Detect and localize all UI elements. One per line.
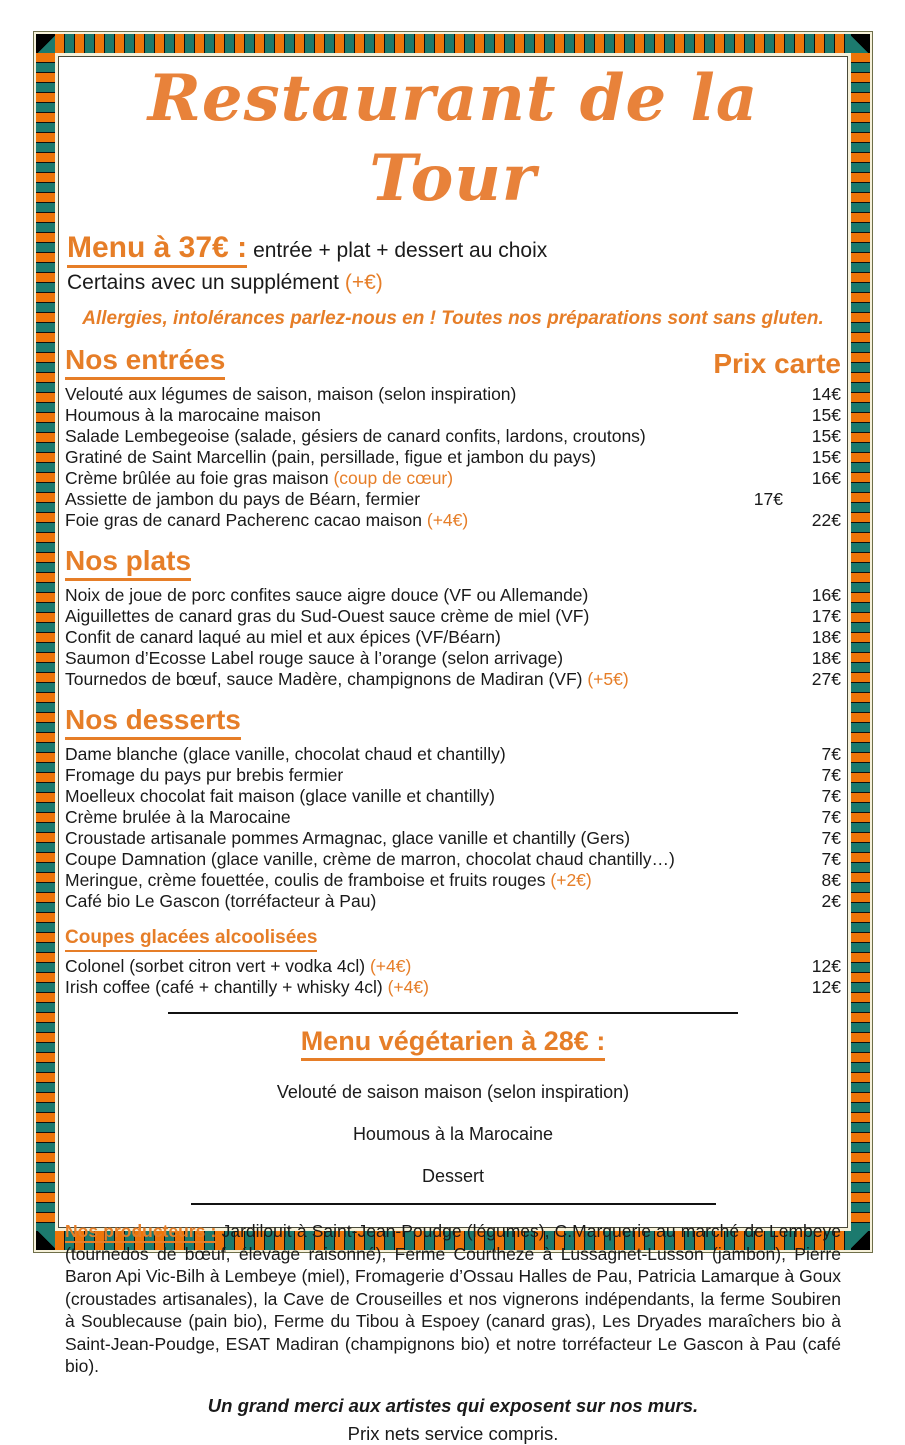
vegetarian-menu-item: Dessert [421, 1166, 484, 1186]
menu-37-line [67, 231, 841, 265]
section-header-coupes [65, 926, 841, 952]
menu-item-row [65, 648, 841, 669]
menu-item-price: 17€ [753, 489, 783, 509]
menu-item-row [65, 510, 841, 531]
menu-item-name: Houmous à la marocaine maison [65, 405, 321, 425]
menu-item-row [65, 627, 841, 648]
menu-item-price: 8€ [821, 870, 841, 890]
menu-item-name: Velouté aux légumes de saison, maison (selon inspiration) [65, 384, 517, 404]
menu-item-name: Croustade artisanale pommes Armagnac, glace vanille et chantilly (Gers) [65, 828, 631, 848]
menu-item-name: Fromage du pays pur brebis fermier [65, 765, 344, 785]
menu-section-desserts [65, 704, 841, 912]
menu-section-coupes [65, 926, 841, 998]
menu-item-price: 15€ [811, 426, 841, 446]
menu-item-supplement: (+4€) [369, 956, 412, 976]
border-band-top [55, 34, 851, 53]
net-prices-note: Prix nets service compris. [347, 1423, 559, 1444]
menu-item-row [65, 744, 841, 765]
menu-item-row [65, 870, 841, 891]
menu-item-supplement: (+2€) [550, 870, 592, 890]
menu-item-row [65, 384, 841, 405]
menu-item-price: 7€ [821, 849, 841, 869]
supplement-note-text: Certains avec un supplément [67, 271, 345, 294]
menu-item-name: Meringue, crème fouettée, coulis de framboise et fruits rouges (+2€) [65, 870, 592, 890]
menu-item-price: 18€ [811, 627, 841, 647]
menu-item-name: Confit de canard laqué au miel et aux épices (VF/Béarn) [65, 627, 501, 647]
menu-item-supplement: (+4€) [387, 977, 429, 997]
menu-item-row [65, 489, 841, 510]
menu-item-price: 22€ [811, 510, 841, 530]
section-header-plats [65, 545, 841, 581]
menu-item-row [65, 891, 841, 912]
menu-item-row [65, 585, 841, 606]
menu-content-area [58, 56, 848, 1444]
menu-item-name: Gratiné de Saint Marcellin (pain, persillade, figue et jambon du pays) [65, 447, 597, 467]
border-corner-top-right [851, 34, 870, 53]
producers-label: Nos producteurs : [65, 1221, 217, 1241]
menu-item-price: 2€ [821, 891, 841, 911]
producers-paragraph [65, 1220, 841, 1378]
menu-item-name: Coupe Damnation (glace vanille, crème de marron, chocolat chaud chantilly…) [65, 849, 675, 869]
menu-item-row [65, 669, 841, 690]
menu-item-name: Moelleux chocolat fait maison (glace vanille et chantilly) [65, 786, 495, 806]
menu-item-price: 7€ [821, 744, 841, 764]
section-heading-desserts: Nos desserts [65, 704, 241, 740]
menu-item-price: 15€ [811, 405, 841, 425]
divider-line-top [168, 1012, 738, 1014]
menu-item-price: 14€ [811, 384, 841, 404]
vegetarian-menu-heading: Menu végétarien à 28€ : [301, 1026, 606, 1061]
section-header-desserts [65, 704, 841, 740]
menu-item-price: 12€ [811, 977, 841, 997]
menu-item-name: Noix de joue de porc confites sauce aigre douce (VF ou Allemande) [65, 585, 589, 605]
vegetarian-menu-item: Houmous à la Marocaine [352, 1124, 554, 1144]
menu-item-row [65, 606, 841, 627]
vegetarian-menu-header [65, 1026, 841, 1061]
menu-item-supplement: (+4€) [426, 510, 469, 530]
menu-item-price: 7€ [821, 828, 841, 848]
menu-item-name: Crème brûlée au foie gras maison (coup de cœur) [65, 468, 454, 488]
menu-item-price: 7€ [821, 765, 841, 785]
restaurant-title: Restaurant de la Tour [147, 61, 759, 216]
menu-item-row [65, 977, 841, 998]
section-heading-coupes: Coupes glacées alcoolisées [65, 926, 317, 952]
menu-item-row [65, 468, 841, 489]
border-band-right [851, 53, 870, 1231]
menu-item-price: 12€ [811, 956, 841, 976]
menu-item-supplement: (+5€) [587, 669, 629, 689]
menu-item-row [65, 828, 841, 849]
menu-sections [65, 344, 841, 998]
vegetarian-menu-item: Velouté de saison maison (selon inspiration) [276, 1082, 630, 1102]
menu-37-description: entrée + plat + dessert au choix [253, 239, 548, 262]
producers-text: Jardilouit à Saint-Jean-Poudge (légumes), C.Marquerie au marché de Lembeye (tournedos de bœuf, élevage raisonné), Ferme Courtheze à Lussagnet-Lusson (jambon), Pierre Baron Api Vic-Bilh à Lembeye (miel), Fromagerie d’Ossau Halles de Pau, Patricia Lamarque à Goux (croustades artisanales), la Cave de Crouseilles et nos vignerons indépendants, la ferme Soubiren à Soublecause (pain bio), Ferme du Tibou à Espoey (canard gras), Les Dryades maraîchers bio à Saint-Jean-Poudge, ESAT Madiran (champignons bio) et notre torréfacteur Le Gascon à Pau (café bio). [65, 1221, 841, 1376]
menu-item-name: Colonel (sorbet citron vert + vodka 4cl) (+4€) [65, 956, 412, 976]
menu-item-row [65, 807, 841, 828]
menu-item-price: 15€ [811, 447, 841, 467]
menu-item-price: 7€ [821, 807, 841, 827]
section-heading-entrees: Nos entrées [65, 344, 225, 380]
menu-item-price: 7€ [821, 786, 841, 806]
menu-item-name: Aiguillettes de canard gras du Sud-Ouest sauce crème de miel (VF) [65, 606, 590, 626]
menu-item-price: 17€ [811, 606, 841, 626]
menu-item-name: Café bio Le Gascon (torréfacteur à Pau) [65, 891, 377, 911]
allergy-notice: Allergies, intolérances parlez-nous en ! Toutes nos préparations sont sans gluten. [82, 308, 824, 329]
menu-item-row [65, 786, 841, 807]
menu-item-price: 16€ [811, 585, 841, 605]
menu-item-name: Saumon d’Ecosse Label rouge sauce à l’orange (selon arrivage) [65, 648, 564, 668]
menu-item-name: Salade Lembegeoise (salade, gésiers de canard confits, lardons, croutons) [65, 426, 646, 446]
divider-line-bottom [191, 1203, 716, 1205]
border-corner-top-left [36, 34, 55, 53]
menu-item-name: Irish coffee (café + chantilly + whisky 4cl) (+4€) [65, 977, 429, 997]
menu-item-row [65, 849, 841, 870]
menu-item-name: Assiette de jambon du pays de Béarn, fermier [65, 489, 421, 509]
menu-item-price: 16€ [811, 468, 841, 488]
supplement-note [67, 271, 841, 295]
menu-section-entrees [65, 344, 841, 531]
supplement-note-highlight: (+€) [344, 271, 383, 294]
vegetarian-menu-items [65, 1082, 841, 1187]
artists-thanks-note: Un grand merci aux artistes qui exposent sur nos murs. [207, 1395, 699, 1416]
menu-item-row [65, 426, 841, 447]
section-heading-plats: Nos plats [65, 545, 191, 581]
menu-item-row [65, 405, 841, 426]
section-header-entrees [65, 344, 841, 380]
menu-item-row [65, 447, 841, 468]
border-band-left [36, 53, 55, 1231]
menu-37-label: Menu à 37€ : [67, 231, 247, 268]
menu-section-plats [65, 545, 841, 690]
menu-item-price: 18€ [811, 648, 841, 668]
decorative-checkered-border [33, 31, 873, 1444]
menu-item-name: Crème brulée à la Marocaine [65, 807, 291, 827]
price-column-header: Prix carte [713, 348, 841, 379]
border-corner-bottom-right [851, 1231, 870, 1250]
menu-item-name: Tournedos de bœuf, sauce Madère, champignons de Madiran (VF) (+5€) [65, 669, 629, 689]
menu-item-price: 27€ [811, 669, 841, 689]
menu-item-supplement: (coup de cœur) [333, 468, 454, 488]
menu-item-row [65, 765, 841, 786]
menu-item-name: Dame blanche (glace vanille, chocolat chaud et chantilly) [65, 744, 506, 764]
menu-item-row [65, 956, 841, 977]
menu-item-name: Foie gras de canard Pacherenc cacao maison (+4€) [65, 510, 469, 530]
border-corner-bottom-left [36, 1231, 55, 1250]
